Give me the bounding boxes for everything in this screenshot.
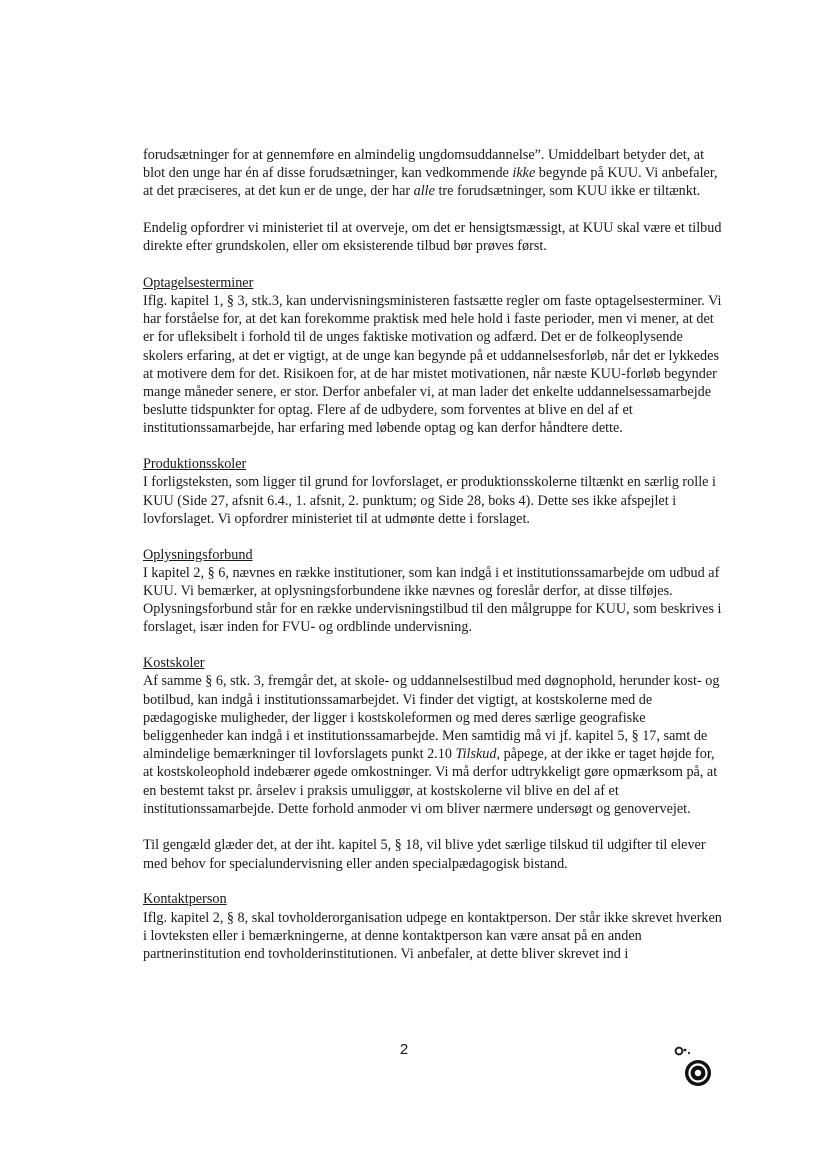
section-body-2: Til gengæld glæder det, at der iht. kapitel 5, § 18, vil blive ydet særlige tilskud til udgifter til elever med behov for specialundervisning eller anden specialpædagogisk bistand. xyxy=(143,837,706,872)
emphasis-tilskud: Tilskud, xyxy=(455,746,501,763)
section-heading: Oplysningsforbund xyxy=(143,546,253,563)
page-number: 2 xyxy=(399,1041,409,1058)
section-optagelsesterminer xyxy=(143,274,723,438)
section-heading: Kostskoler xyxy=(143,655,205,672)
section-body: Iflg. kapitel 1, § 3, stk.3, kan undervisningsministeren fastsætte regler om faste optagelsesterminer. Vi har forståelse for, at det kan forekomme praktisk med hele hold i faste perioder, men vi mener, at det er for ufleksibelt i forhold til de unges faktiske motivation og adfærd. Det er de folkeoplysende skolers erfaring, at det er vigtigt, at de unge kan begynde på et uddannelsesforløb, når det er lykkedes at motivere dem for det. Risikoen for, at de har mistet motivationen, når næste KUU-forløb begynder mange måneder senere, er stor. Derfor anbefaler vi, at man lader det enkelte uddannelsessamarbejde beslutte tidspunkter for optag. Flere af de udbydere, som forventes at blive en del af et institutionssamarbejde, har erfaring med løbende optag og kan derfor håndtere dette. xyxy=(143,293,722,437)
emphasis-ikke: ikke xyxy=(512,165,536,182)
section-heading: Kontaktperson xyxy=(143,891,227,908)
section-heading: Optagelsesterminer xyxy=(143,274,254,291)
intro-paragraph-1: forudsætninger for at gennemføre en almindelig ungdomsuddannelse”. Umiddelbart betyder det, at blot den unge har én af disse forudsætninger, kan vedkommende ikke begynde på KUU. Vi anbefaler, at det præciseres, at det kun er de unge, der har alle tre forudsætninger, som KUU ikke er tiltænkt. xyxy=(143,147,718,200)
document-body xyxy=(143,146,723,981)
intro-paragraph-2: Endelig opfordrer vi ministeriet til at overveje, om det er hensigtsmæssigt, at KUU skal være et tilbud direkte efter grundskolen, eller om eksisterende tilbud bør prøves først. xyxy=(143,220,722,255)
section-oplysningsforbund xyxy=(143,546,723,637)
section-body: Af samme § 6, stk. 3, fremgår det, at skole- og uddannelsestilbud med døgnophold, herunder kost- og botilbud, kan indgå i institutionssamarbejdet. Vi finder det vigtigt, at kostskolerne med de pædagogiske muligheder, der ligger i kostskoleformen og med deres særlige geografiske beliggenheder kan indgå i et institutionssamarbejde. Men samtidig må vi jf. kapitel 5, § 17, samt de almindelige bemærkninger til lovforslagets punkt 2.10 Tilskud, påpege, at der ikke er taget højde for, at kostskoleophold indebærer øgede omkostninger. Vi må derfor udtrykkeligt gøre opmærksom på, at en bestemt takst pr. årselev i praksis umuliggør, at kostskolerne vil blive en del af et institutionssamarbejde. Dette forhold anmoder vi om bliver nærmere undersøgt og genovervejet. xyxy=(143,673,720,817)
section-body: Iflg. kapitel 2, § 8, skal tovholderorganisation udpege en kontaktperson. Der står ikke skrevet hverken i lovteksten eller i bemærkningerne, at denne kontaktperson kan være ansat på en anden partnerinstitution end tovholderinstitutionen. Vi anbefaler, at dette bliver skrevet ind i xyxy=(143,909,722,963)
section-kontaktperson xyxy=(143,890,723,963)
section-body: I kapitel 2, § 6, nævnes en række institutioner, som kan indgå i et institutionssamarbejde om udbud af KUU. Vi bemærker, at oplysningsforbundene ikke nævnes og foreslår derfor, at disse tilføjes. Oplysningsforbund står for en række undervisningstilbud til den målgruppe for KUU, som beskrives i forslaget, især inden for FVU- og ordblinde undervisning. xyxy=(143,564,722,636)
section-heading: Produktionsskoler xyxy=(143,456,247,473)
section-body: I forligsteksten, som ligger til grund for lovforslaget, er produktionsskolerne tiltænkt en særlig rolle i KUU (Side 27, afsnit 6.4., 1. afsnit, 2. punktum; og Side 28, boks 4). Dette ses ikke afspejlet i lovforslaget. Vi opfordrer ministeriet til at udmønte dette i forslaget. xyxy=(143,474,716,527)
emphasis-alle: alle xyxy=(413,183,435,200)
section-kostskoler xyxy=(143,654,723,873)
logo-icon xyxy=(670,1042,726,1090)
section-produktionsskoler xyxy=(143,455,723,528)
